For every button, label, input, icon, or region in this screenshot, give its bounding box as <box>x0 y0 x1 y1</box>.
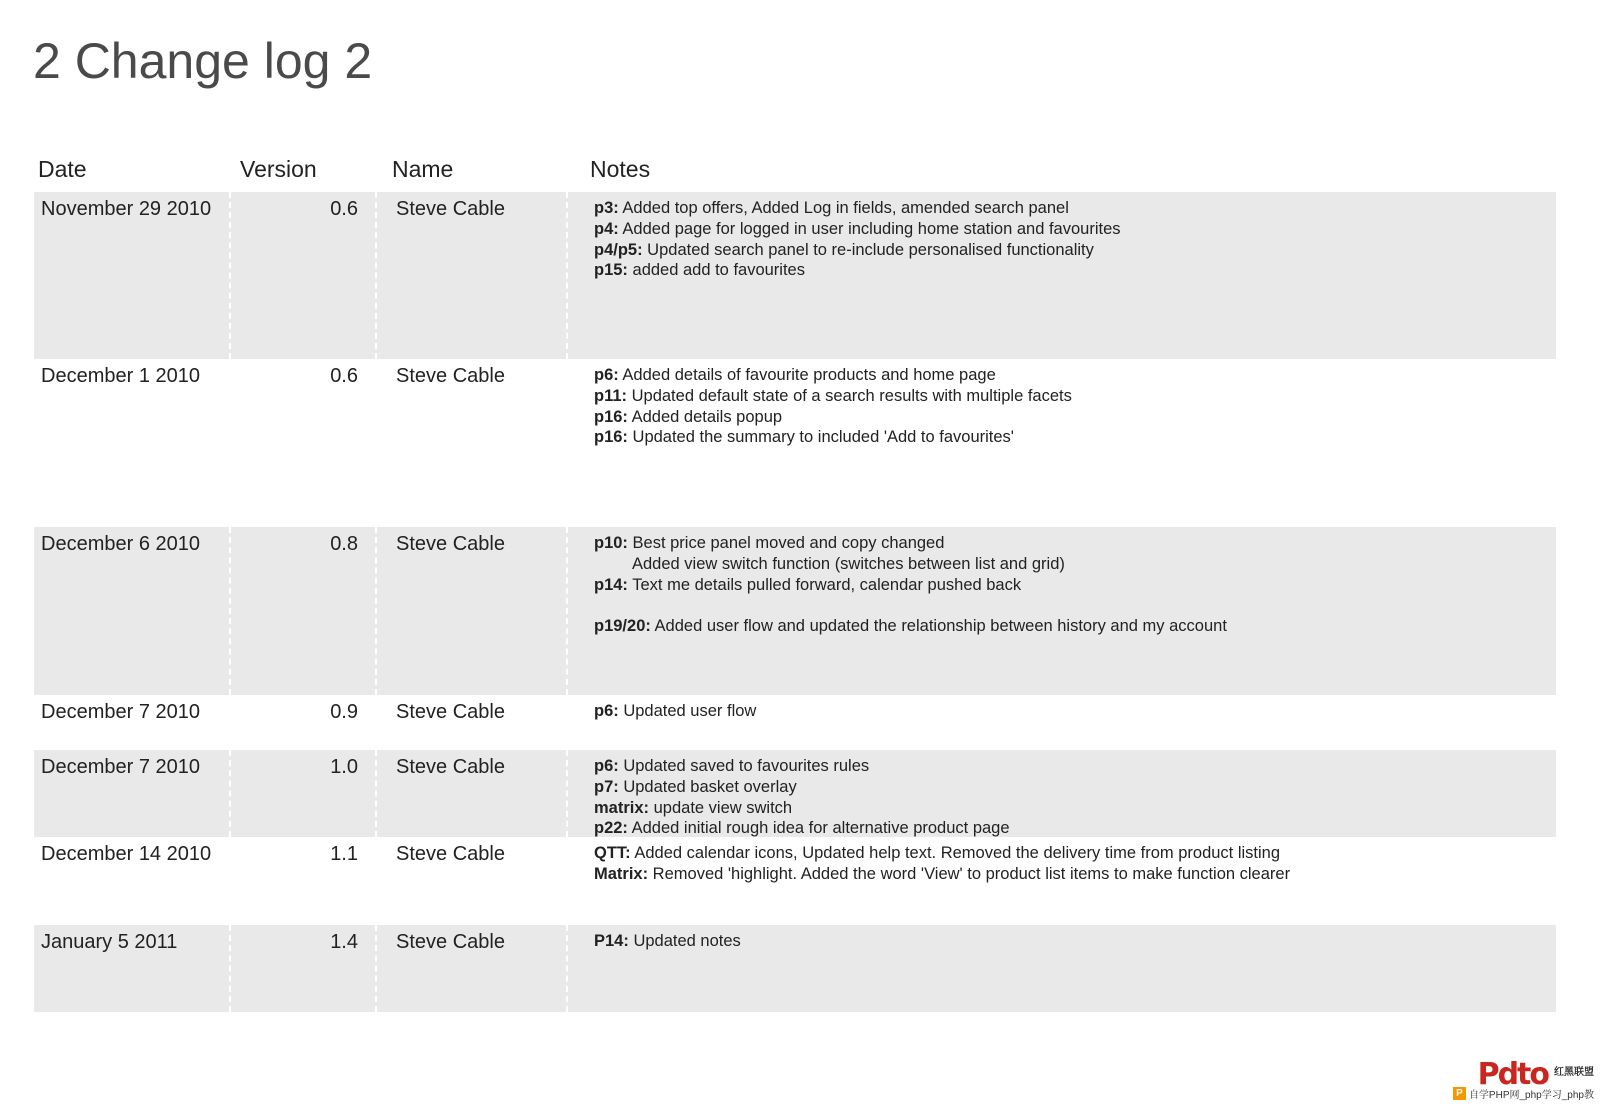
row-date: December 6 2010 <box>41 533 200 555</box>
column-divider <box>375 359 377 527</box>
column-divider <box>375 527 377 695</box>
note-line <box>594 616 1227 637</box>
row-notes <box>594 931 741 952</box>
note-line <box>594 198 1121 219</box>
note-page-ref: p22: <box>594 819 628 838</box>
column-divider <box>375 750 377 837</box>
note-line <box>594 260 1121 281</box>
note-line <box>594 595 1227 616</box>
site-watermark <box>1424 1057 1594 1101</box>
note-text: Added calendar icons, Updated help text. Removed the delivery time from product listing <box>630 844 1281 862</box>
note-text: Best price panel moved and copy changed <box>627 534 945 552</box>
note-page-ref: p4/p5: <box>594 240 643 259</box>
note-line <box>594 777 1010 798</box>
row-date: December 1 2010 <box>41 365 200 387</box>
row-notes <box>594 198 1121 281</box>
note-line <box>594 386 1072 407</box>
note-line <box>594 931 741 952</box>
note-page-ref: p3: <box>594 199 619 217</box>
column-divider <box>375 192 377 359</box>
row-notes <box>594 701 756 722</box>
note-text: Text me details pulled forward, calendar pushed back <box>627 575 1022 594</box>
note-line <box>594 219 1121 240</box>
table-header-row <box>34 150 1556 192</box>
column-divider <box>229 359 231 527</box>
note-text: Updated user flow <box>618 702 757 720</box>
column-divider <box>566 695 568 750</box>
note-text: update view switch <box>649 798 793 817</box>
note-text: Added page for logged in user including home station and favourites <box>618 219 1121 238</box>
note-page-ref: p16: <box>594 428 628 447</box>
note-line <box>594 533 1227 554</box>
change-log-table <box>34 150 1556 1012</box>
note-page-ref: QTT: <box>594 844 631 862</box>
note-page-ref: P14: <box>594 932 629 950</box>
row-name: Steve Cable <box>396 365 505 387</box>
note-text: Removed 'highlight. Added the word 'View' to product list items to make function clearer <box>648 864 1291 883</box>
note-text: Updated default state of a search results with multiple facets <box>627 386 1072 405</box>
watermark-strip-text: 自学PHP网_php学习_php教 <box>1468 1090 1594 1101</box>
table-row <box>34 695 1556 750</box>
note-text: Updated the summary to included 'Add to favourites' <box>627 428 1014 447</box>
note-page-ref: p6: <box>594 757 619 775</box>
note-page-ref: p10: <box>594 534 628 552</box>
note-line <box>594 407 1072 428</box>
note-line <box>594 365 1072 386</box>
column-divider <box>375 695 377 750</box>
row-notes <box>594 843 1290 885</box>
row-date: January 5 2011 <box>41 931 178 953</box>
note-page-ref: p15: <box>594 261 628 280</box>
note-page-ref: Matrix: <box>594 864 649 883</box>
note-text: Added details popup <box>627 407 783 426</box>
table-row <box>34 837 1556 925</box>
table-row <box>34 192 1556 359</box>
note-text: Added user flow and updated the relationship between history and my account <box>650 617 1227 636</box>
column-header-notes: Notes <box>590 156 651 182</box>
note-text: Updated search panel to re-include personalised functionality <box>642 240 1094 259</box>
note-page-ref: p14: <box>594 575 628 594</box>
note-page-ref: p4: <box>594 219 619 238</box>
note-text: Added top offers, Added Log in fields, amended search panel <box>618 199 1069 217</box>
watermark-strip <box>1453 1086 1594 1101</box>
note-line <box>594 756 1010 777</box>
note-line <box>594 240 1121 261</box>
column-divider <box>229 837 231 925</box>
note-text: added add to favourites <box>627 261 805 280</box>
row-version: 1.4 <box>330 931 358 953</box>
column-header-name: Name <box>392 156 454 182</box>
table-row <box>34 925 1556 1012</box>
row-date: December 7 2010 <box>41 701 200 723</box>
row-version: 0.6 <box>330 365 358 387</box>
note-text: Added view switch function (switches between list and grid) <box>632 554 1065 573</box>
note-line <box>594 798 1010 819</box>
note-line <box>594 843 1290 864</box>
note-text: Updated basket overlay <box>618 777 797 796</box>
row-name: Steve Cable <box>396 701 505 723</box>
column-divider <box>375 837 377 925</box>
watermark-badge-icon: P <box>1453 1087 1466 1100</box>
table-row <box>34 527 1556 695</box>
row-version: 1.1 <box>330 843 358 865</box>
column-divider <box>566 527 568 695</box>
row-date: November 29 2010 <box>41 198 212 220</box>
note-line <box>594 701 756 722</box>
row-version: 0.6 <box>330 198 358 220</box>
column-divider <box>229 527 231 695</box>
row-notes <box>594 365 1072 448</box>
column-header-version: Version <box>240 156 317 182</box>
note-page-ref: p6: <box>594 702 619 720</box>
column-divider <box>229 750 231 837</box>
page-title: 2 Change log 2 <box>33 33 373 89</box>
row-notes <box>594 533 1227 637</box>
column-divider <box>229 695 231 750</box>
column-divider <box>566 192 568 359</box>
note-text: Added details of favourite products and home page <box>618 366 996 384</box>
note-page-ref: p16: <box>594 407 628 426</box>
note-line <box>594 554 1227 575</box>
watermark-logo: Pdto <box>1477 1057 1548 1092</box>
row-version: 0.9 <box>330 701 358 723</box>
column-divider <box>566 837 568 925</box>
column-divider <box>566 925 568 1012</box>
note-text: Added initial rough idea for alternative product page <box>627 819 1010 838</box>
column-divider <box>566 750 568 837</box>
row-version: 1.0 <box>330 756 358 778</box>
note-page-ref: matrix: <box>594 798 650 817</box>
column-divider <box>375 925 377 1012</box>
row-name: Steve Cable <box>396 533 505 555</box>
note-text: Updated saved to favourites rules <box>618 757 870 775</box>
watermark-side-text: 红黑联盟 <box>1554 1067 1594 1078</box>
row-name: Steve Cable <box>396 843 505 865</box>
row-notes <box>594 756 1010 839</box>
row-date: December 14 2010 <box>41 843 212 865</box>
note-page-ref: p6: <box>594 366 619 384</box>
table-row <box>34 750 1556 837</box>
column-divider <box>229 925 231 1012</box>
table-row <box>34 359 1556 527</box>
row-name: Steve Cable <box>396 931 505 953</box>
row-version: 0.8 <box>330 533 358 555</box>
row-name: Steve Cable <box>396 198 505 220</box>
note-page-ref: p11: <box>594 386 628 405</box>
column-divider <box>229 192 231 359</box>
note-line <box>594 575 1227 596</box>
column-header-date: Date <box>38 156 87 182</box>
note-page-ref: p19/20: <box>594 617 651 636</box>
note-page-ref: p7: <box>594 777 619 796</box>
note-line <box>594 427 1072 448</box>
note-line <box>594 864 1290 885</box>
row-date: December 7 2010 <box>41 756 200 778</box>
note-text: Updated notes <box>628 932 741 950</box>
row-name: Steve Cable <box>396 756 505 778</box>
column-divider <box>566 359 568 527</box>
